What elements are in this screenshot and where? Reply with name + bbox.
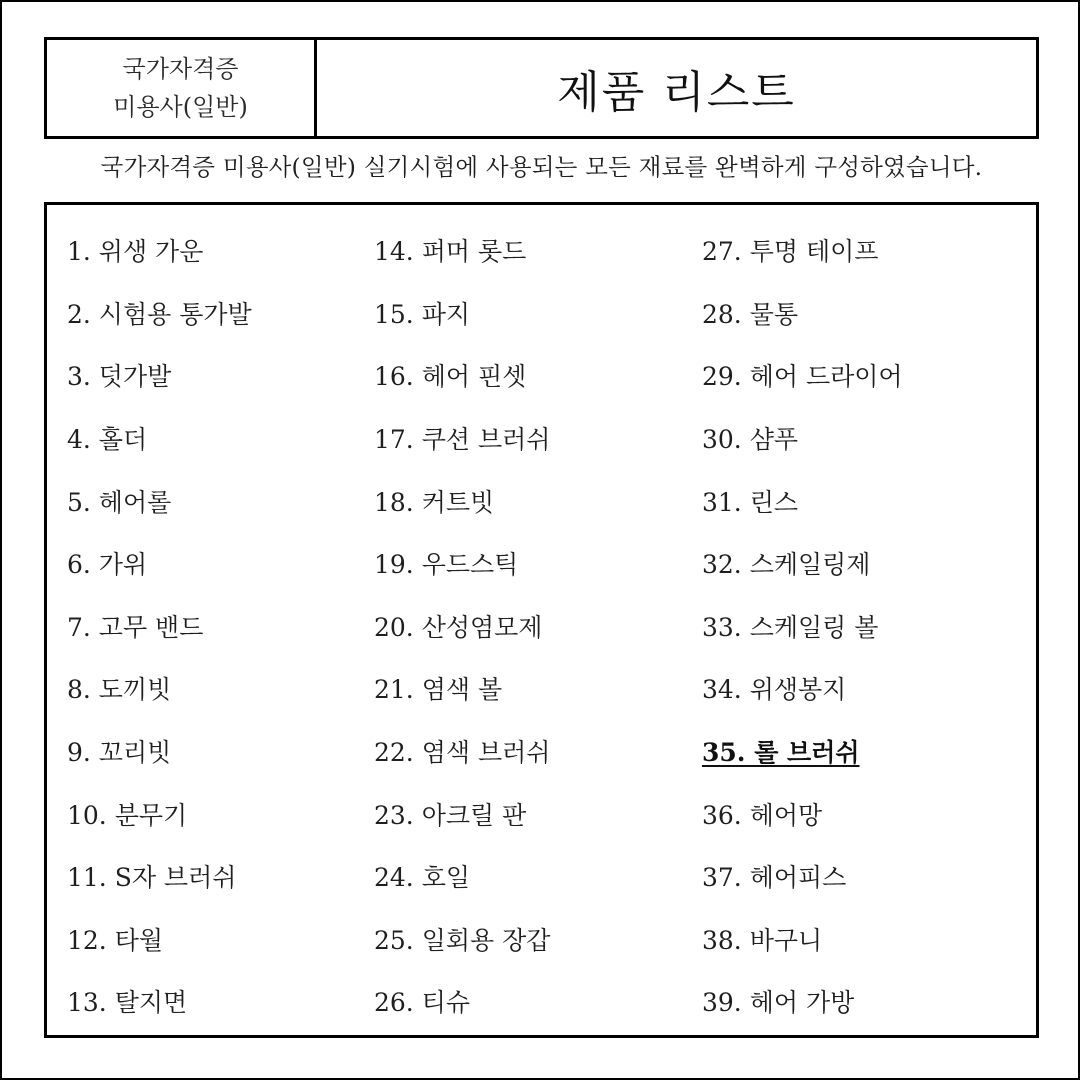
list-item: 9. 꼬리빗: [67, 738, 172, 768]
list-item: 33. 스케일링 볼: [702, 612, 879, 642]
list-item: 4. 홀더: [67, 425, 148, 455]
list-item: 6. 가위: [67, 550, 148, 580]
certification-line-1: 국가자격증: [122, 55, 239, 83]
list-item: 3. 덧가발: [67, 362, 172, 392]
list-item: 12. 타월: [67, 925, 164, 955]
list-item: 7. 고무 밴드: [67, 612, 204, 642]
list-item: 2. 시험용 통가발: [67, 299, 252, 329]
list-item: 16. 헤어 핀셋: [374, 362, 527, 392]
list-item: 15. 파지: [374, 299, 471, 329]
product-column-2: [374, 219, 550, 1033]
list-item: 21. 염색 볼: [374, 675, 503, 705]
page-title: 제품 리스트: [557, 67, 796, 118]
list-item: 20. 산성염모제: [374, 612, 543, 642]
list-item: 26. 티슈: [374, 988, 471, 1018]
list-item: 28. 물통: [702, 299, 799, 329]
list-item: 1. 위생 가운: [67, 237, 204, 267]
list-item: 25. 일회용 장갑: [374, 925, 551, 955]
list-item: 38. 바구니: [702, 925, 823, 955]
list-item: 36. 헤어망: [702, 800, 823, 830]
list-item: 17. 쿠션 브러쉬: [374, 425, 551, 455]
list-item: 8. 도끼빗: [67, 675, 172, 705]
page-subtitle: 국가자격증 미용사(일반) 실기시험에 사용되는 모든 재료를 완벽하게 구성하였습니다.: [100, 153, 983, 181]
list-item: 19. 우드스틱: [374, 550, 519, 580]
header-table: [44, 37, 1039, 139]
list-item: 37. 헤어피스: [702, 863, 847, 893]
product-column-3: [702, 219, 903, 1033]
product-column-1: [67, 219, 252, 1033]
list-item: 27. 투명 테이프: [702, 237, 879, 267]
list-item: 24. 호일: [374, 863, 471, 893]
product-list-box: [44, 202, 1039, 1038]
list-item: 14. 퍼머 롯드: [374, 237, 527, 267]
list-item: 34. 위생봉지: [702, 675, 847, 705]
list-item: 29. 헤어 드라이어: [702, 362, 903, 392]
certification-line-2: 미용사(일반): [113, 93, 248, 121]
list-item: 11. S자 브러쉬: [67, 863, 237, 893]
list-item: 30. 샴푸: [702, 425, 799, 455]
list-item: 5. 헤어롤: [67, 487, 172, 517]
list-item: 39. 헤어 가방: [702, 988, 855, 1018]
list-item: 18. 커트빗: [374, 487, 495, 517]
list-item: 13. 탈지면: [67, 988, 188, 1018]
list-item: 32. 스케일링제: [702, 550, 871, 580]
list-item: 23. 아크릴 판: [374, 800, 527, 830]
list-item: 10. 분무기: [67, 800, 188, 830]
list-item-highlighted: 35. 롤 브러쉬: [702, 738, 860, 768]
list-item: 31. 린스: [702, 487, 799, 517]
list-item: 22. 염색 브러쉬: [374, 738, 551, 768]
certification-label: [47, 40, 317, 136]
